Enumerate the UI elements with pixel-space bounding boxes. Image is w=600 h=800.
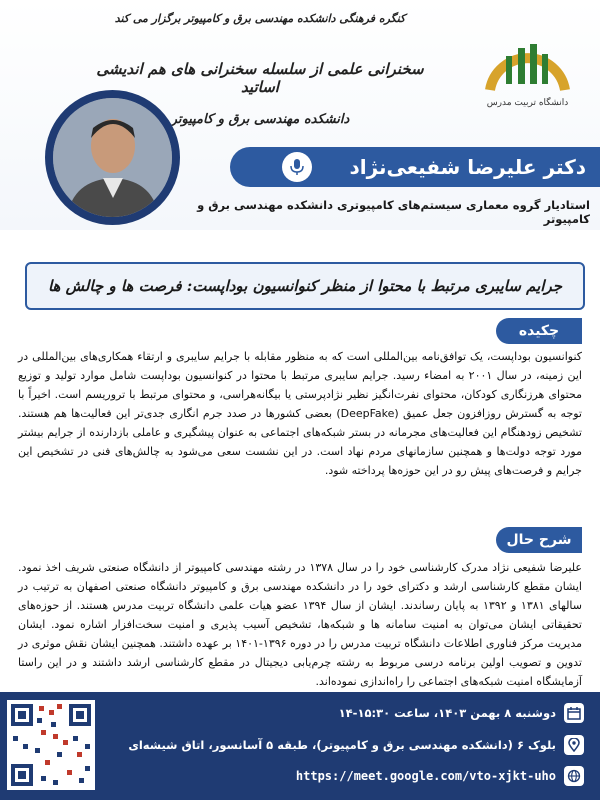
- event-datetime-row: [339, 703, 584, 723]
- abstract-heading: چکیده: [496, 318, 582, 344]
- calendar-icon: [564, 703, 584, 723]
- speaker-name: دکتر علیرضا شفیعی‌نژاد: [230, 147, 600, 187]
- event-datetime: دوشنبه ۸ بهمن ۱۴۰۳، ساعت ۱۵:۳۰-۱۴: [338, 706, 556, 720]
- university-logo: [480, 20, 575, 115]
- event-location-row: [128, 735, 584, 755]
- talk-title: جرایم سایبری مرتبط با محتوا از منظر کنوانسیون بوداپست: فرصت ها و چالش ها: [25, 262, 585, 310]
- bio-text: علیرضا شفیعی نژاد مدرک کارشناسی خود را در سال ۱۳۷۸ در رشته مهندسی کامپیوتر از دانشگاه صنعتی شریف اخذ نمود. ایشان مقطع کارشناسی ارشد و دکترای خود را در دانشکده مهندسی برق و کامپیوتر دانشگاه صنعتی اصفهان به ترتیب در سالهای ۱۳۸۱ و ۱۳۹۲ به پایان رساندند. ایشان از سال ۱۳۹۴ عضو هیات علمی دانشگاه تربیت مدرس هستند. از حوزه‌های تحقیقاتی ایشان می‌توان به امنیت سامانه ها و شبکه‌ها، تشخیص آسیب پذیری و امنیت سخت‌افزار اشاره نمود. ایشان مدیریت مرکز فناوری اطلاعات دانشگاه تربیت مدرس را در دوره ۱۳۹۶-۱۴۰۱ بر عهده داشتند. همچنین ایشان نقش موثری در تدوین و تصویب اولین برنامه درسی مربوط به رشته چرم‌یابی دیجیتال در مقطع کارشناسی ارشد داشتند و در این راستا آزمایشگاه امنیت شبکه‌های اجتماعی را راه‌اندازی نموده‌اند.: [18, 561, 583, 688]
- microphone-icon: [282, 152, 312, 182]
- meeting-link[interactable]: https://meet.google.com/vto-xjkt-uho: [295, 769, 556, 783]
- university-logo-text: دانشگاه تربیت مدرس: [486, 98, 569, 108]
- faculty-name: دانشکده مهندسی برق و کامپیوتر: [170, 112, 350, 127]
- speaker-position: استادیار گروه معماری سیستم‌های کامپیوتری دانشکده مهندسی برق و کامپیوتر: [197, 198, 590, 226]
- location-pin-icon: [564, 735, 584, 755]
- event-location: بلوک ۶ (دانشکده مهندسی برق و کامپیوتر)، طبقه ۵ آسانسور، اتاق شیشه‌ای: [128, 738, 556, 752]
- globe-icon: [564, 766, 584, 786]
- organizer-line: کنگره فرهنگی دانشکده مهندسی برق و کامپیوتر برگزار می کند: [114, 12, 406, 25]
- qr-code[interactable]: [7, 700, 95, 790]
- event-url-row: [296, 766, 584, 786]
- abstract-text: کنوانسیون بوداپست، یک توافق‌نامه بین‌المللی است که به منظور مقابله با جرایم سایبری و ارتقاء همکاری‌های بین‌المللی در این زمینه، در سال ۲۰۰۱ به امضاء رسید. جرایم سایبری مرتبط با محتوا در کنوانسیون بوداپست شامل موارد تولید و توزیع محتوای هرزنگاری کودکان، محتوای نفرت‌انگیز نظیر نژادپرستی یا بیگانه‌هراسی، و محتوای مرتبط با تروریسم است. اخیراً با توجه به گسترش روزافزون جعل عمیق (DeepFake) بعضی کشورها در صدد جرم انگاری جدی‌تر این فعالیت‌ها هم هستند. تشخیص زودهنگام این فعالیت‌های مجرمانه در بستر شبکه‌های اجتماعی به عنوان پیشگیری و عاملی بازدارنده از جرایم بیشتر مورد توجه دولت‌ها و همچنین سازمانهای مردم نهاد است. در این نشست سعی می‌شود به چالش‌های فنی در تشخیص این جرایم و فرصت‌های پیش رو در این حوزه‌ها پرداخته شود.: [18, 350, 582, 477]
- series-title: سخنرانی علمی از سلسله سخنرانی های هم اندیشی اساتید: [96, 60, 424, 96]
- bio-heading: شرح حال: [496, 527, 582, 553]
